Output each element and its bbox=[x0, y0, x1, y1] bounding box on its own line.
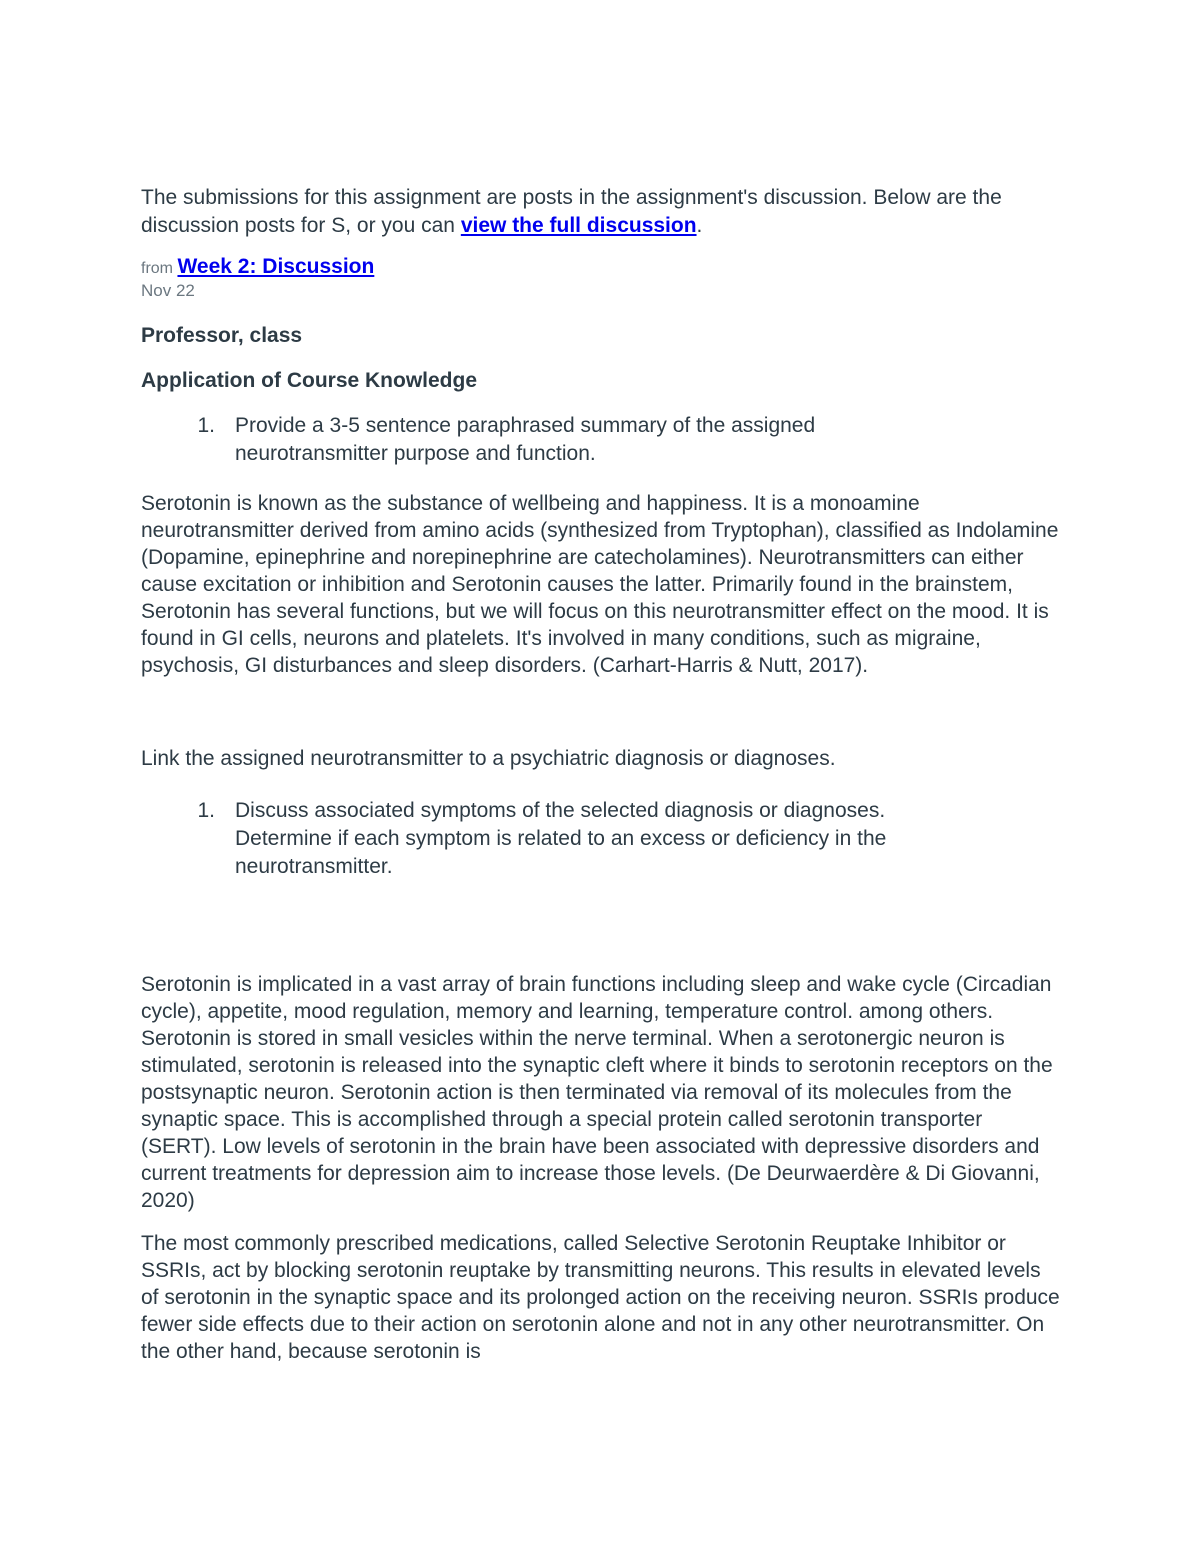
from-prefix: from bbox=[141, 260, 173, 277]
question-list-2 bbox=[141, 797, 1061, 881]
intro-period: . bbox=[696, 214, 703, 237]
answer-paragraph-2: Serotonin is implicated in a vast array of brain functions including sleep and wake cycle (Circadian cycle), appetite, mood regulation, memory and learning, temperature control. among others. Serotonin is stored in small vesicles within the nerve terminal. When a serotonergic neuron is stimulated, serotonin is released into the synaptic cleft where it binds to serotonin receptors on the postsynaptic neuron. Serotonin action is then terminated via removal of its molecules from the synaptic space. This is accomplished through a special protein called serotonin transporter (SERT). Low levels of serotonin in the brain have been associated with depressive disorders and current treatments for depression aim to increase those levels. (De Deurwaerdère & Di Giovanni, 2020) bbox=[141, 973, 1053, 1212]
section-heading: Application of Course Knowledge bbox=[141, 369, 478, 392]
question-text: Discuss associated symptoms of the selected diagnosis or diagnoses. Determine if each symptom is related to an excess or deficiency in the neurotransmitter. bbox=[235, 799, 887, 878]
link-prompt: Link the assigned neurotransmitter to a psychiatric diagnosis or diagnoses. bbox=[141, 747, 836, 770]
list-number: 1. bbox=[197, 414, 215, 437]
view-full-discussion-link[interactable]: view the full discussion bbox=[460, 214, 697, 237]
list-item bbox=[141, 797, 1061, 881]
question-text: Provide a 3-5 sentence paraphrased summary of the assigned neurotransmitter purpose and function. bbox=[235, 414, 816, 465]
intro-text: The submissions for this assignment are posts in the assignment's discussion. Below are the discussion posts for S, or you can bbox=[141, 186, 1002, 237]
greeting: Professor, class bbox=[141, 324, 303, 347]
intro-paragraph bbox=[141, 184, 1061, 240]
list-item bbox=[141, 412, 1061, 468]
answer-paragraph-3: The most commonly prescribed medications, called Selective Serotonin Reuptake Inhibitor or SSRIs, act by blocking serotonin reuptake by transmitting neurons. This results in elevated levels of serotonin in the synaptic space and its prolonged action on the receiving neuron. SSRIs produce fewer side effects due to their action on serotonin alone and not in any other neurotransmitter. On the other hand, because serotonin is bbox=[141, 1232, 1060, 1363]
answer-paragraph-1: Serotonin is known as the substance of wellbeing and happiness. It is a monoamine neurotransmitter derived from amino acids (synthesized from Tryptophan), classified as Indolamine (Dopamine, epinephrine and norepinephrine are catecholamines). Neurotransmitters can either cause excitation or inhibition and Serotonin causes the latter. Primarily found in the brainstem, Serotonin has several functions, but we will focus on this neurotransmitter effect on the mood. It is found in GI cells, neurons and platelets. It's involved in many conditions, such as migraine, psychosis, GI disturbances and sleep disorders. (Carhart-Harris & Nutt, 2017). bbox=[141, 492, 1059, 677]
post-source bbox=[141, 256, 1061, 280]
document-body bbox=[141, 184, 1061, 1365]
discussion-topic-link[interactable]: Week 2: Discussion bbox=[177, 255, 375, 278]
post-date: Nov 22 bbox=[141, 281, 195, 300]
list-number: 1. bbox=[197, 799, 215, 822]
question-list-1 bbox=[141, 412, 1061, 468]
